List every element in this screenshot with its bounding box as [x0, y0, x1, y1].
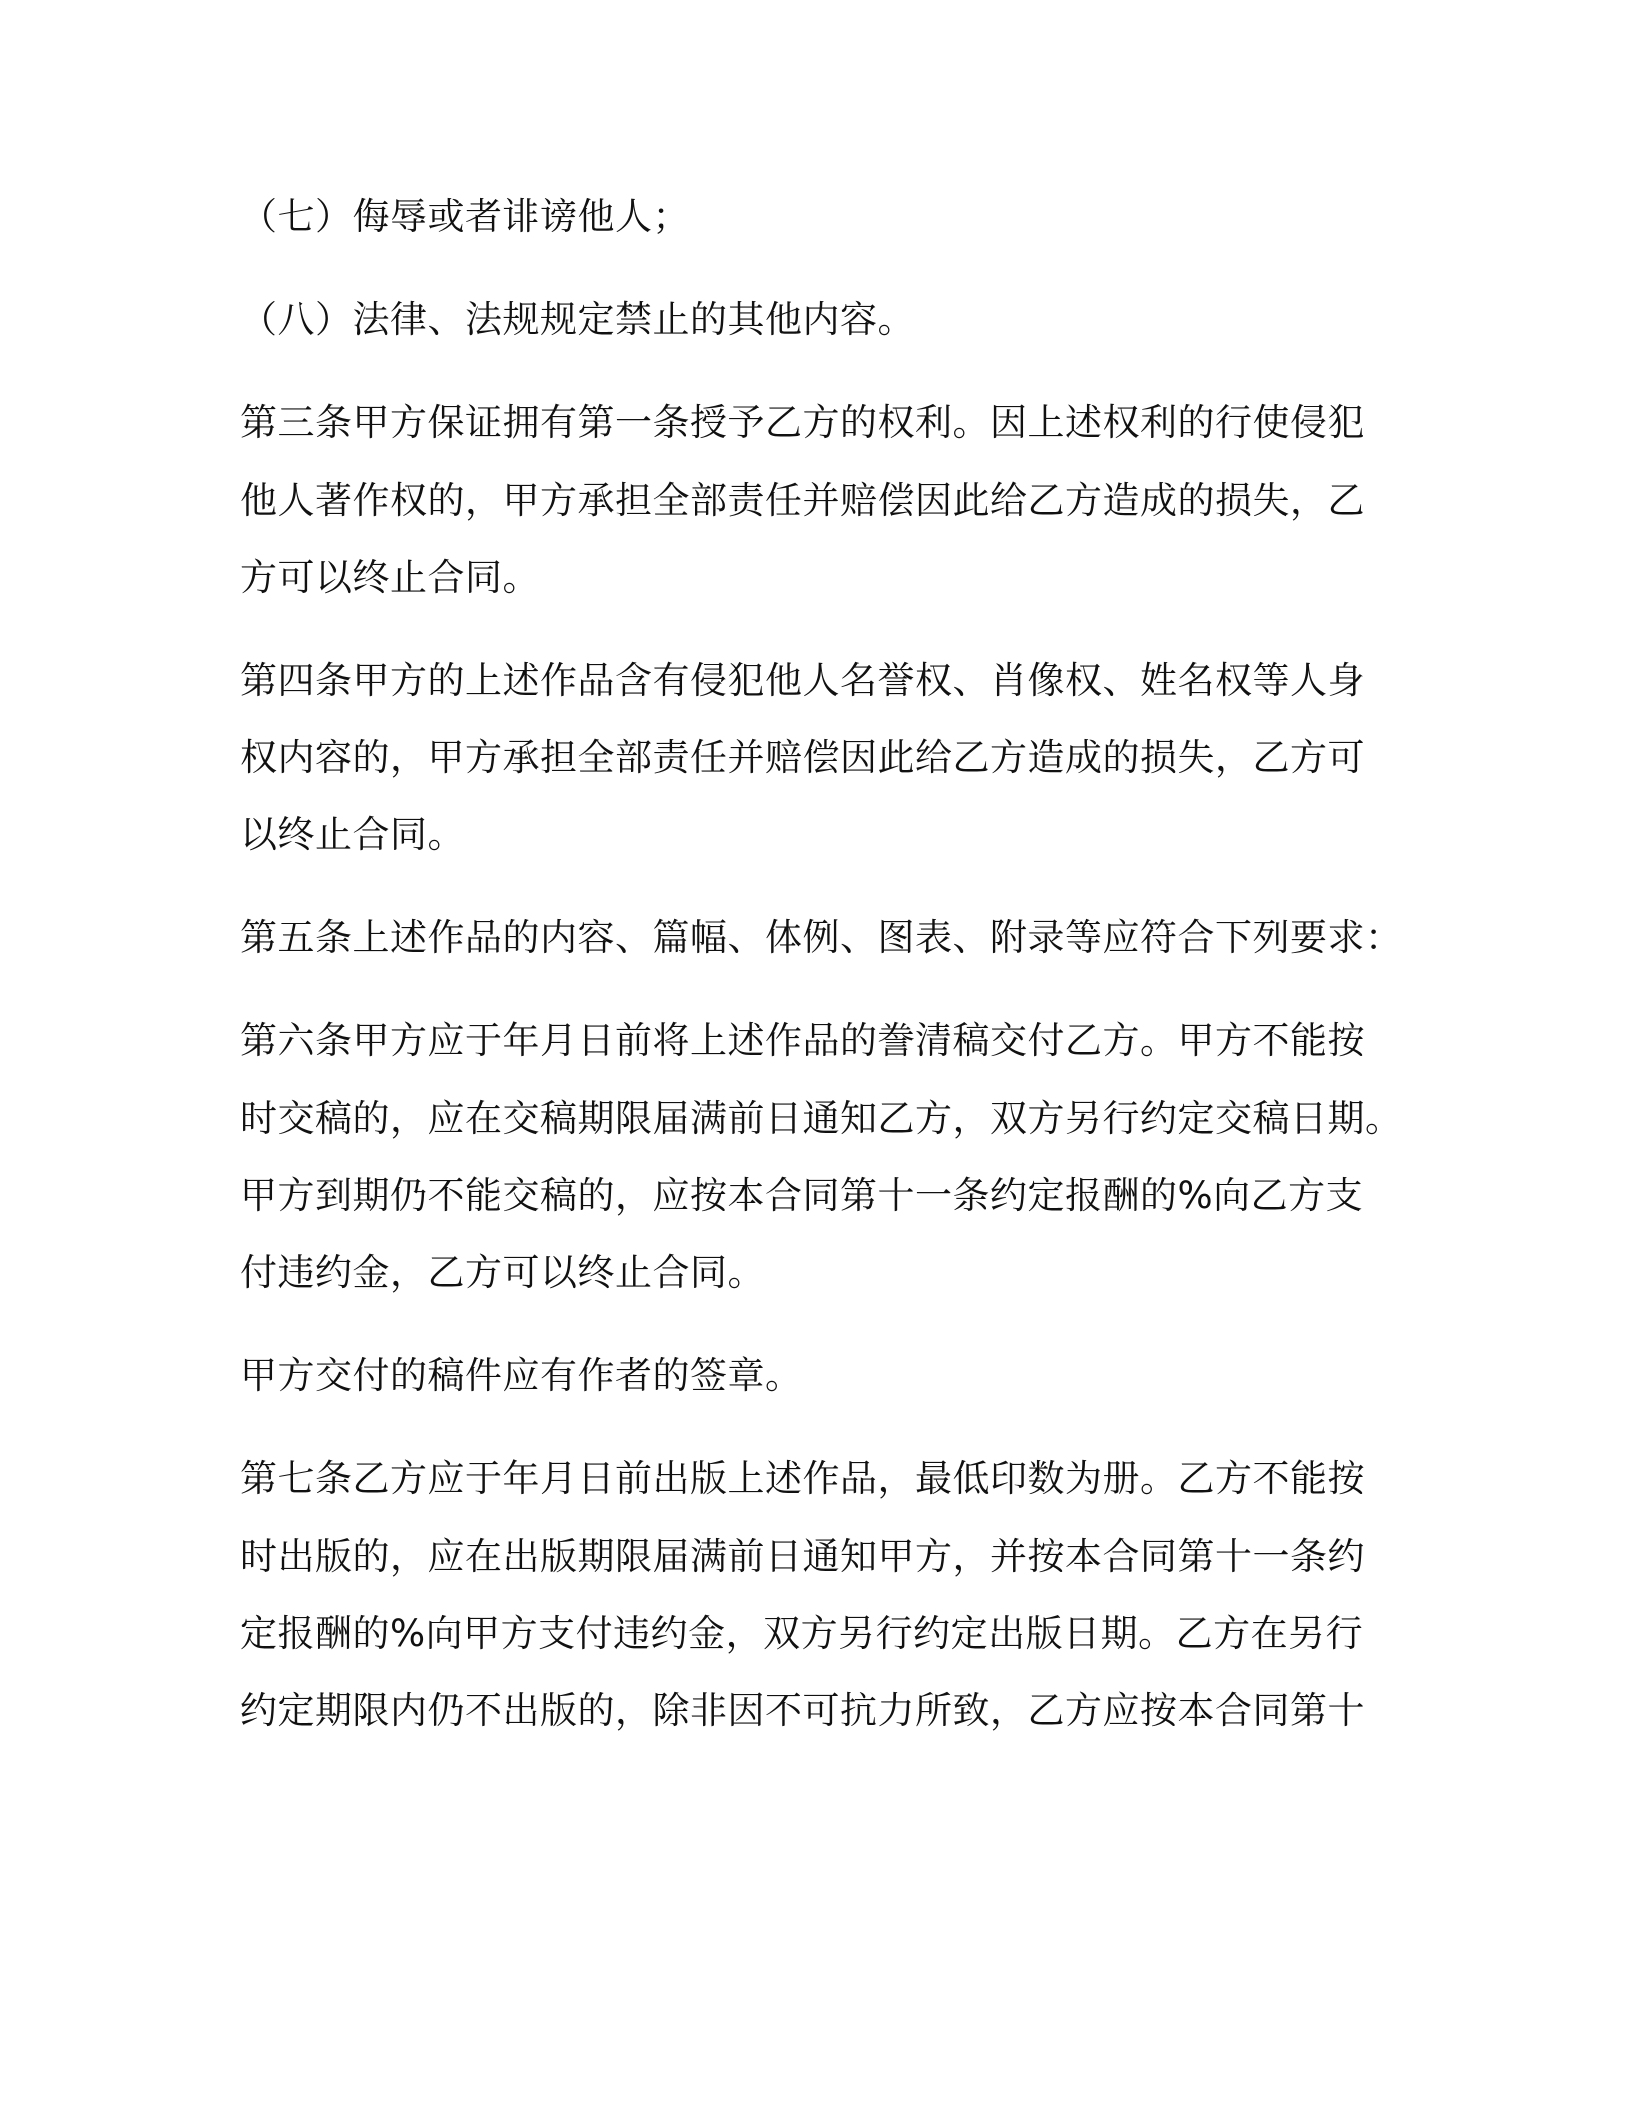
text-line: 他人著作权的，甲方承担全部责任并赔偿因此给乙方造成的损失，乙 — [240, 479, 1365, 522]
text-line: （八）法律、法规规定禁止的其他内容。 — [240, 298, 915, 341]
text-line: 时交稿的，应在交稿期限届满前日通知乙方，双方另行约定交稿日期。 — [240, 1097, 1403, 1140]
text-line: 第六条甲方应于年月日前将上述作品的誊清稿交付乙方。甲方不能按 — [240, 1019, 1365, 1062]
text-line: 付违约金，乙方可以终止合同。 — [240, 1251, 765, 1294]
text-line: 甲方交付的稿件应有作者的签章。 — [240, 1354, 803, 1397]
text-line: 约定期限内仍不出版的，除非因不可抗力所致，乙方应按本合同第十 — [240, 1689, 1365, 1732]
text-line: （七）侮辱或者诽谤他人； — [240, 195, 690, 238]
text-line: 定报酬的%向甲方支付违约金，双方另行约定出版日期。乙方在另行 — [240, 1612, 1364, 1655]
text-line: 时出版的，应在出版期限届满前日通知甲方，并按本合同第十一条约 — [240, 1535, 1365, 1578]
text-line: 第五条上述作品的内容、篇幅、体例、图表、附录等应符合下列要求： — [240, 916, 1403, 959]
text-line: 第三条甲方保证拥有第一条授予乙方的权利。因上述权利的行使侵犯 — [240, 401, 1365, 444]
text-line: 方可以终止合同。 — [240, 556, 540, 599]
text-line: 以终止合同。 — [240, 813, 465, 856]
text-line: 第七条乙方应于年月日前出版上述作品，最低印数为册。乙方不能按 — [240, 1457, 1365, 1500]
text-line: 甲方到期仍不能交稿的，应按本合同第十一条约定报酬的%向乙方支 — [240, 1174, 1364, 1217]
text-line: 权内容的，甲方承担全部责任并赔偿因此给乙方造成的损失，乙方可 — [240, 736, 1365, 779]
text-line: 第四条甲方的上述作品含有侵犯他人名誉权、肖像权、姓名权等人身 — [240, 659, 1365, 702]
